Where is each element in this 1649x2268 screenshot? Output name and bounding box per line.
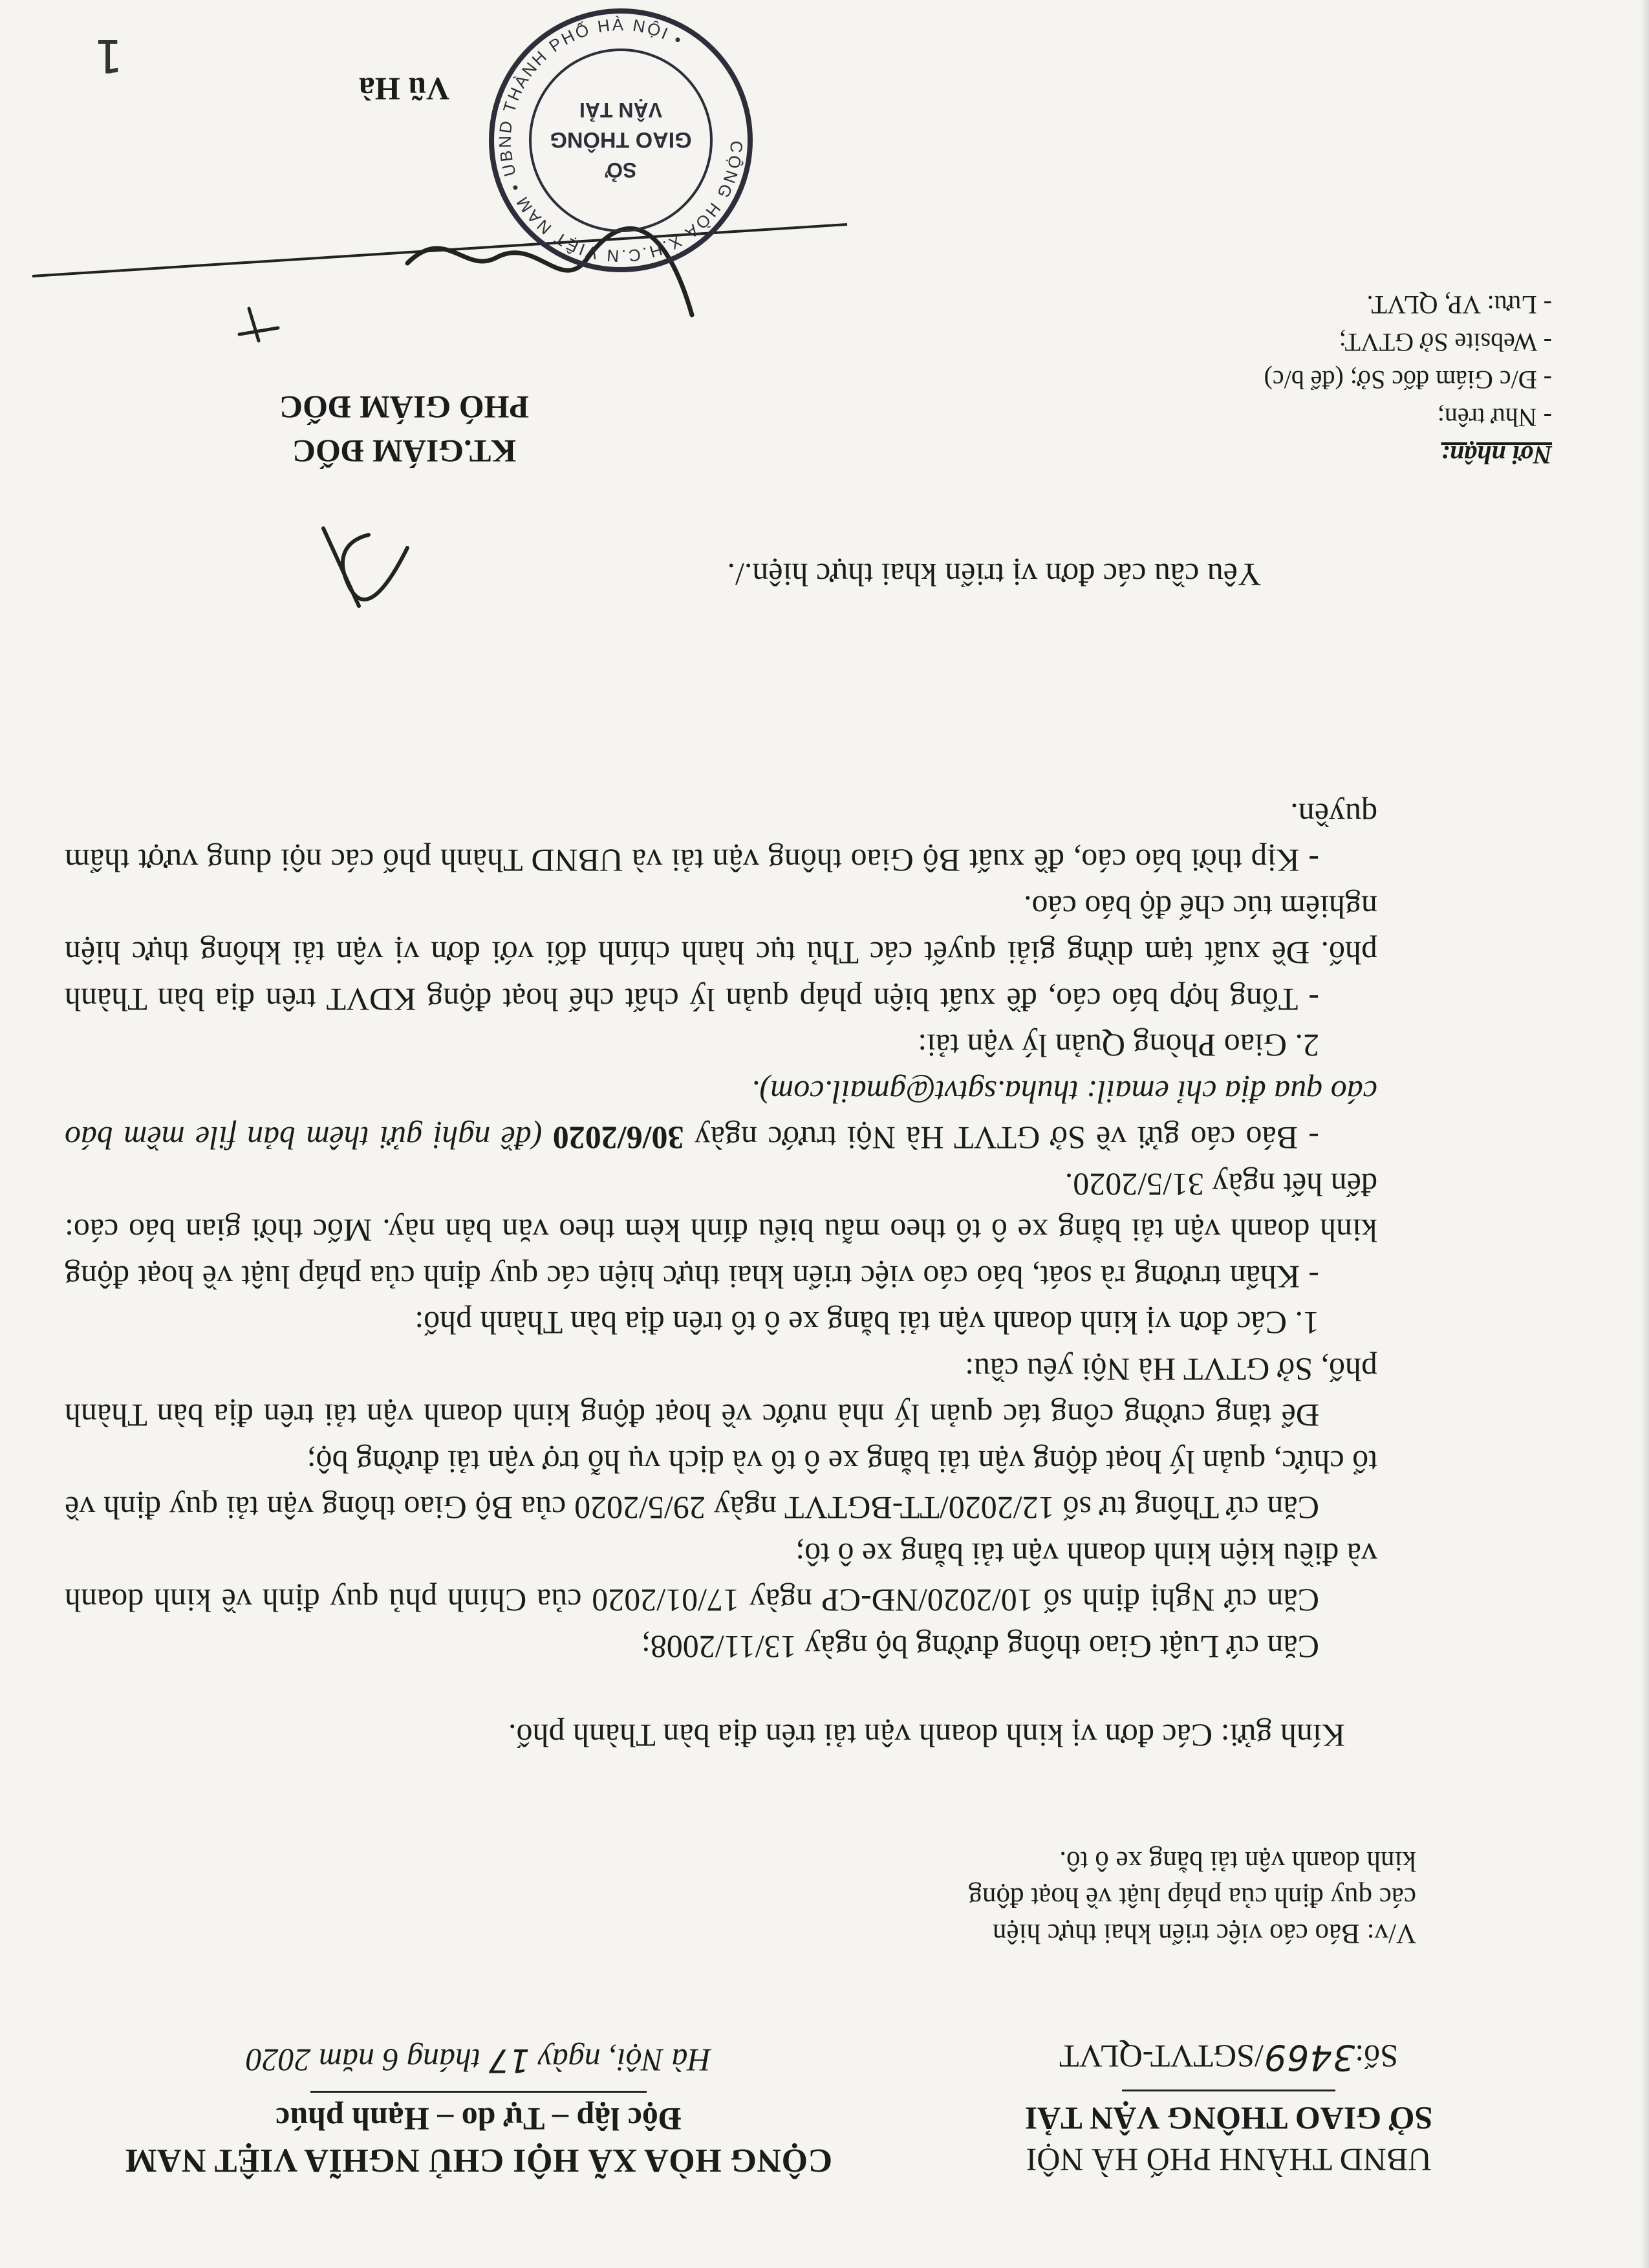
page-number: 1 — [94, 29, 123, 82]
doc-number-prefix: Số: — [1355, 2038, 1398, 2075]
motto-underline — [310, 2091, 647, 2093]
recipients-item: - Website Sở GTVT; — [1339, 328, 1552, 357]
signer-name: Vũ Hà — [358, 71, 450, 107]
recipients-list — [1164, 286, 1552, 473]
national-header — [65, 2042, 892, 2181]
seal-line-3: VẬN TẢI — [579, 98, 662, 122]
doc-number — [905, 2036, 1552, 2078]
doc-date — [65, 2042, 892, 2079]
body-paragraph: Căn cứ Thông tư số 12/2020/TT-BGTVT ngày 29/5/2020 của Bộ Giao thông vận tải quy định về tổ chức, quản lý hoạt động vận tải bằng xe ô tô và dịch vụ hỗ trợ vận tải đường bộ; — [65, 1444, 1377, 1527]
seal-line-1: SỞ — [605, 158, 637, 182]
body-paragraph: - Tổng hợp báo cáo, đề xuất biện pháp quản lý chất chế hoạt động KDVT trên địa bàn Thành phố. Đề xuất tạm dừng giải quyết các Thủ tục hành chính đối với đơn vị vận tải không thực hiện nghiêm túc chế độ báo cáo. — [65, 889, 1377, 1018]
doc-subject: V/v: Báo cáo việc triển khai thực hiện các quy định của pháp luật về hoạt động kinh doanh vận tải bằng xe ô tô. — [968, 1846, 1416, 1949]
motto: Độc lập – Tự do – Hạnh phúc — [275, 2101, 682, 2137]
org-underline — [1122, 2090, 1335, 2091]
closing-line: Yêu cầu các đơn vị triển khai thực hiện./. — [727, 557, 1261, 593]
doc-number-handwritten: 3469 — [1263, 2037, 1355, 2078]
body-paragraph: 2. Giao Phòng Quản lý vận tải: — [918, 1028, 1319, 1064]
body-paragraph-deadline — [65, 1069, 1377, 1161]
signer-title-1: KT.GIÁM ĐỐC — [292, 433, 517, 470]
seal-outer-text: CỘNG HÒA X.H.C.N VIỆT NAM • UBND THÀNH PHỐ HÀ NỘI • — [495, 14, 747, 266]
deadline-email-note: (đề nghị gửi thêm bản file mềm báo cáo qua địa chỉ email: thuha.sgtvt@gmail.com). — [65, 1074, 1377, 1157]
body-paragraph: Để tăng cường công tác quản lý nhà nước về hoạt động kinh doanh vận tải trên địa bàn Thành phố, Sở GTVT Hà Nội yêu cầu: — [65, 1352, 1377, 1434]
recipients-item: - Đ/c Giám đốc Sở; (để b/c) — [1264, 365, 1552, 394]
doc-number-suffix: /SGTVT-QLVT — [1059, 2038, 1264, 2075]
org-line-2: SỞ GIAO THÔNG VẬN TẢI — [1024, 2101, 1433, 2137]
official-seal-icon — [485, 5, 757, 276]
handwritten-initial-icon — [304, 522, 420, 625]
seal-line-2: GIAO THÔNG — [550, 127, 692, 152]
body-paragraph: 1. Các đơn vị kinh doanh vận tải bằng xe ô tô trên địa bàn Thành phố: — [415, 1305, 1319, 1342]
signer-title-2: PHÓ GIÁM ĐỐC — [279, 389, 530, 426]
body-paragraph: Căn cứ Nghị định số 10/2020/NĐ-CP ngày 17/01/2020 của Chính phủ quy định về kinh doanh và điều kiện kinh doanh vận tải bằng xe ô tô; — [65, 1537, 1377, 1619]
recipient-line: Kính gửi: Các đơn vị kinh doanh vận tải trên địa bàn Thành phố. — [508, 1718, 1345, 1754]
body-paragraph: - Khẩn trương rà soát, báo cáo việc triển khai thực hiện các quy định của pháp luật về hoạt động kinh doanh vận tải bằng xe ô tô theo mẫu biểu đính kèm theo văn bản này. Mốc thời gian báo cáo: đến hết ngày 31/5/2020. — [65, 1167, 1377, 1295]
doc-body — [65, 792, 1377, 1670]
date-suffix: tháng 6 năm 2020 — [246, 2042, 480, 2079]
paper-edge-shadow — [1640, 0, 1649, 2268]
republic-title: CỘNG HÒA XÃ HỘI CHỦ NGHĨA VIỆT NAM — [124, 2142, 833, 2179]
issuing-authority — [905, 2036, 1552, 2181]
recipients-label: Nơi nhận: — [1441, 440, 1552, 470]
body-paragraph: - Kịp thời báo cáo, đề xuất Bộ Giao thông vận tải và UBND Thành phố các nội dung vượt thẩm quyền. — [65, 797, 1377, 880]
org-line-1: UBND THÀNH PHỐ HÀ NỘI — [1026, 2142, 1432, 2178]
date-prefix: Hà Nội, ngày — [537, 2042, 711, 2079]
recipients-item: - Lưu: VP, QLVT. — [1366, 290, 1552, 319]
date-day-handwritten: 17 — [488, 2042, 530, 2079]
body-paragraph: Căn cứ Luật Giao thông đường bộ ngày 13/11/2008; — [641, 1629, 1319, 1665]
recipients-item: - Như trên; — [1437, 403, 1552, 432]
deadline-text-a: - Báo cáo gửi về Sở GTVT Hà Nội trước ngày — [694, 1120, 1319, 1157]
deadline-date: 30/6/2020 — [552, 1120, 684, 1157]
